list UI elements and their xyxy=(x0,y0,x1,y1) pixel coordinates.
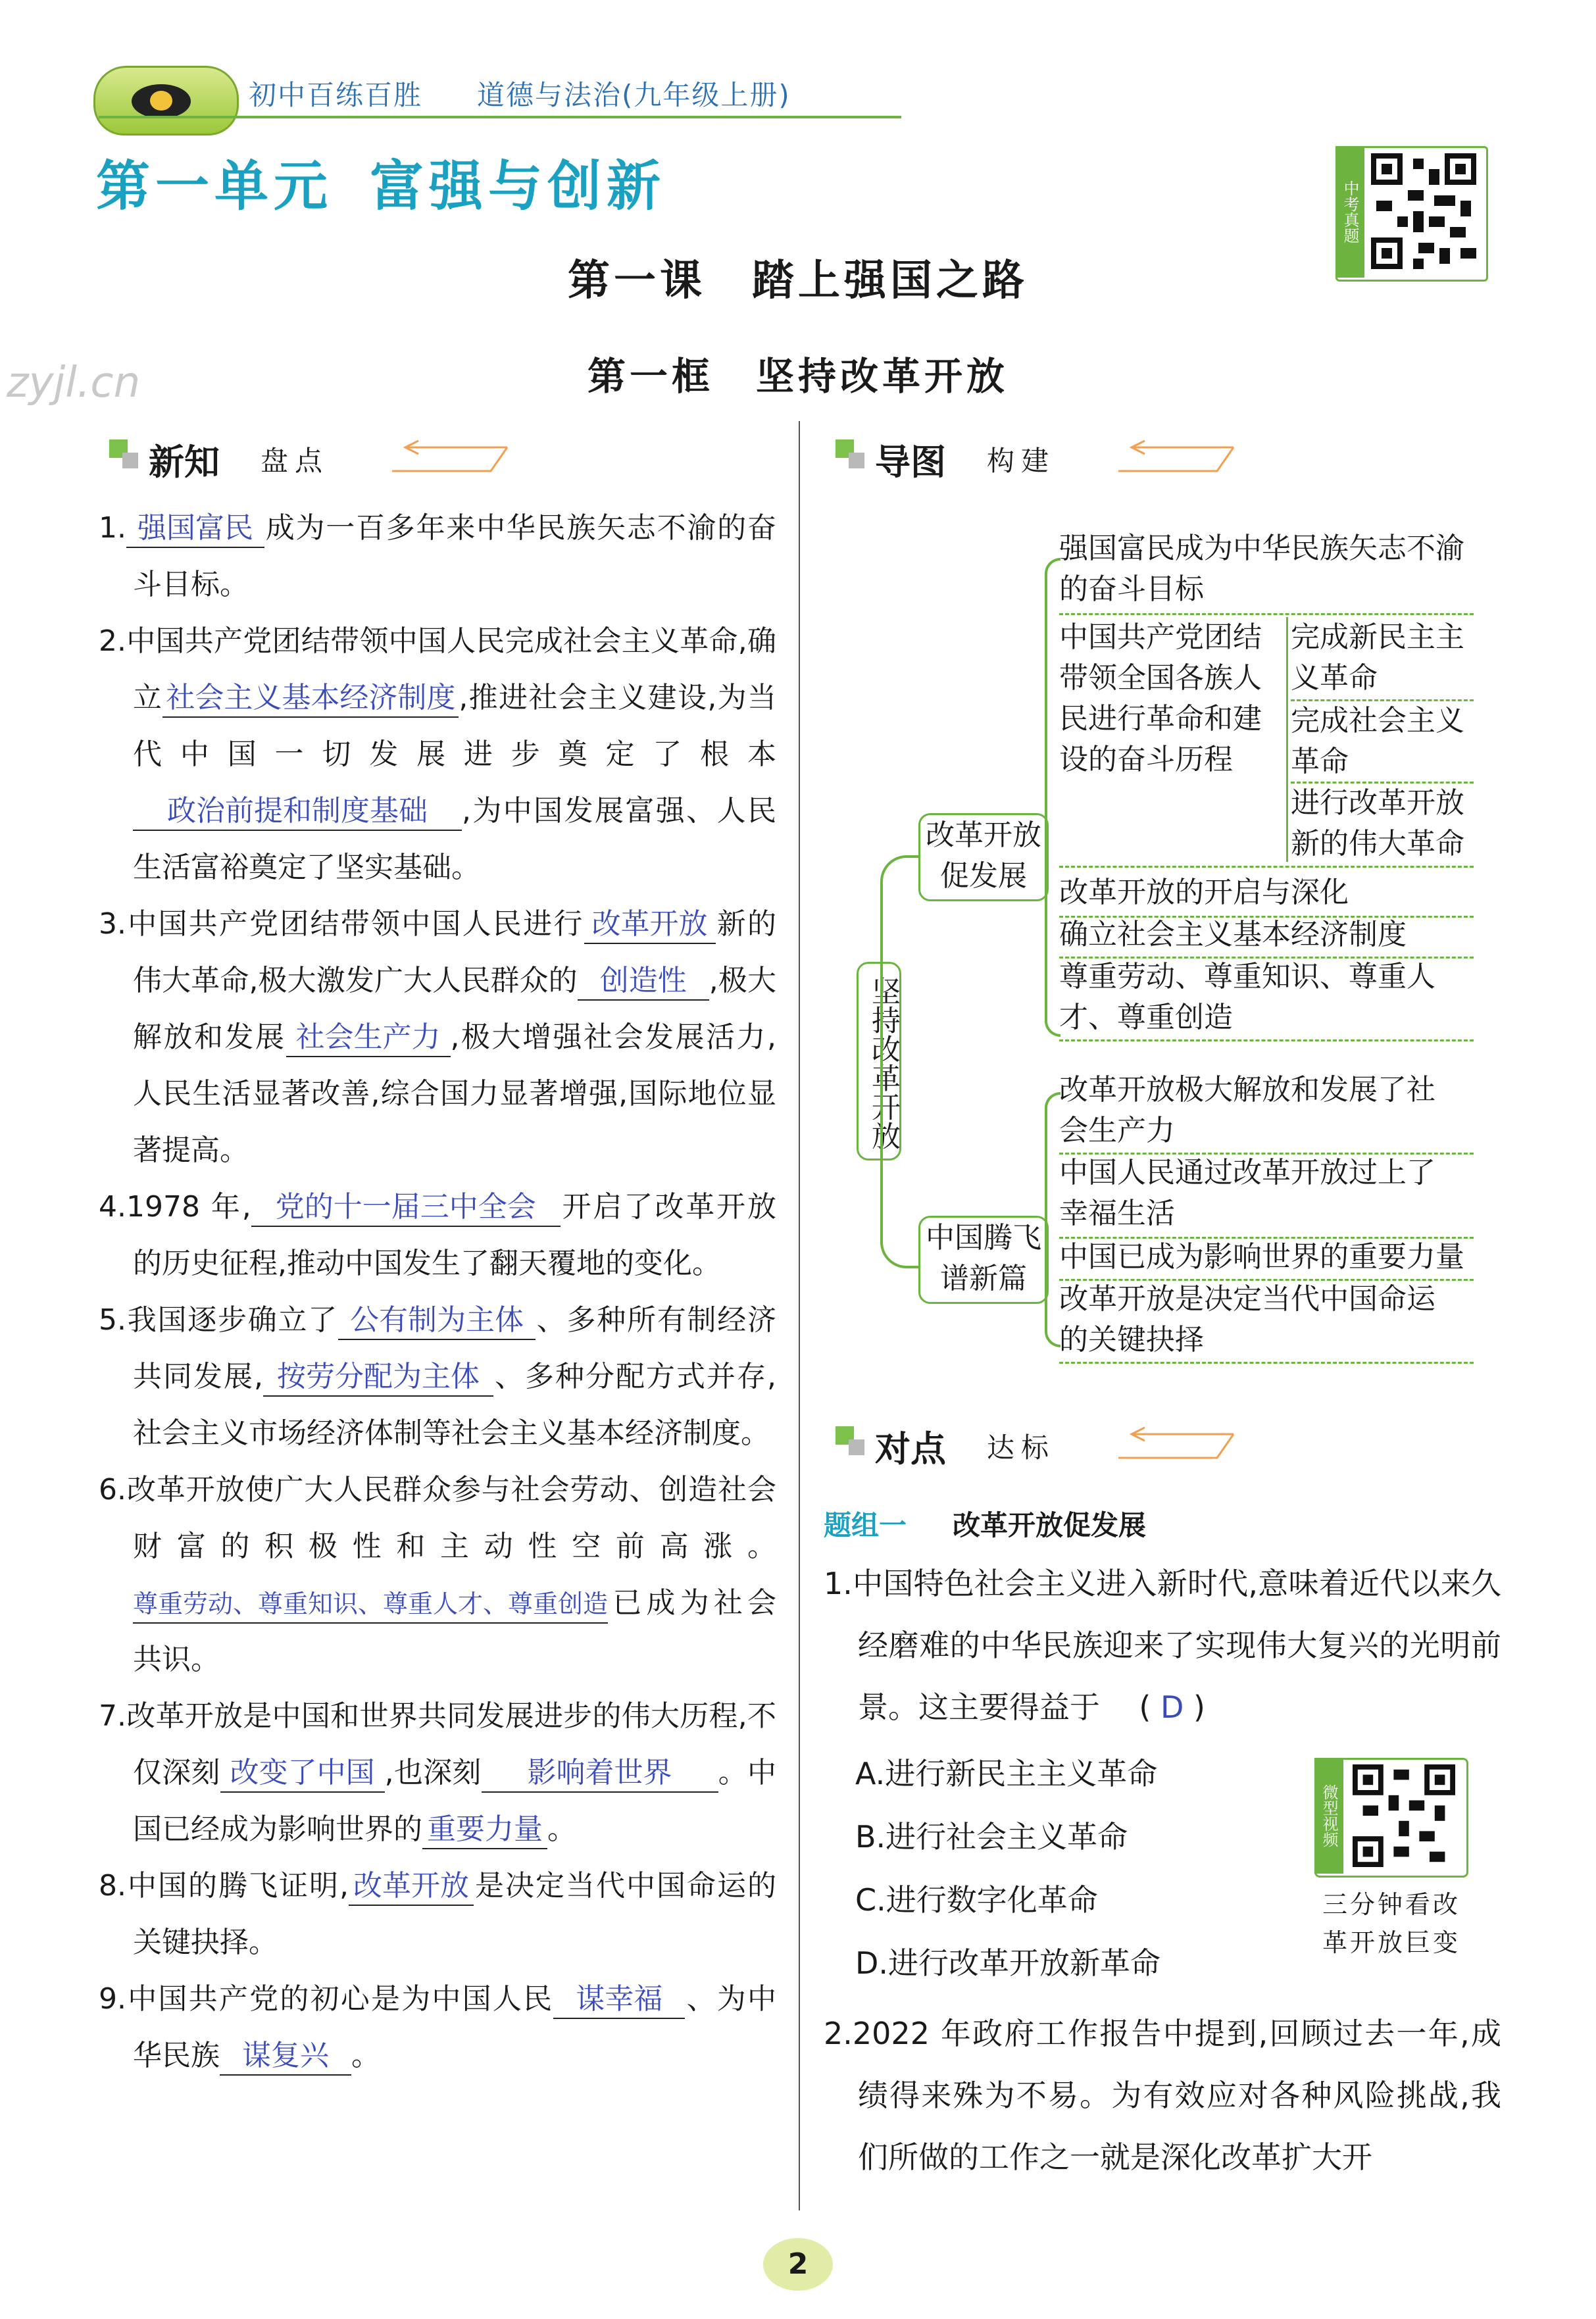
answer-blank: 改变了中国 xyxy=(220,1755,385,1793)
mindmap-branch-2: 中国腾飞谱新篇 xyxy=(918,1216,1049,1304)
mindmap-item: 改革开放是决定当代中国命运的关键抉择 xyxy=(1059,1282,1435,1357)
question-number: 9. xyxy=(99,1982,126,2016)
option-c[interactable]: C.进行数字化革命 xyxy=(855,1882,1098,1918)
question-5 xyxy=(99,1292,776,1462)
group-title: 改革开放促发展 xyxy=(953,1509,1147,1541)
series-title: 初中百练百胜 xyxy=(249,79,423,111)
question-text: ,也深刻 xyxy=(384,1756,482,1789)
answer-bracket: ( D ) xyxy=(1139,1689,1205,1725)
question-text: 我国逐步确立了 xyxy=(126,1303,338,1337)
mindmap-item: 确立社会主义基本经济制度 xyxy=(1059,918,1407,951)
video-qr-label: 微型视频 xyxy=(1314,1758,1343,1874)
answer-blank: 影响着世界 xyxy=(482,1755,718,1793)
mindmap-branch-1-brace xyxy=(1045,558,1060,1037)
unit-title: 富强与创新 xyxy=(370,155,666,218)
answer-blank: 公有制为主体 xyxy=(338,1302,536,1340)
watermark: zyjl.cn xyxy=(7,359,141,407)
answer-blank: 强国富民 xyxy=(126,510,264,548)
question-text: 。 xyxy=(547,1812,576,1846)
question-1 xyxy=(99,500,776,613)
mindmap-item: 尊重劳动、尊重知识、尊重人才、尊重创造 xyxy=(1059,960,1435,1034)
question-text: 。 xyxy=(351,2039,380,2072)
question-number: 8. xyxy=(99,1869,126,1903)
question-text: 新的伟大革命,极大激发广大人民群众的 xyxy=(133,907,777,997)
option-a[interactable]: A.进行新民主主义革命 xyxy=(855,1756,1158,1791)
section-main: 新知 xyxy=(149,441,220,483)
mindmap-branch-2-brace xyxy=(1045,1092,1060,1347)
question-6 xyxy=(99,1462,776,1688)
logo-pupil-icon xyxy=(150,91,172,111)
question-text: ,推进社会主义建设,为当代中国一切发展进步奠定了根本 xyxy=(133,681,776,771)
mindmap-sub-item: 进行改革开放新的伟大革命 xyxy=(1291,786,1464,860)
question-text: 是决定当代中国命运的关键抉择。 xyxy=(133,1869,776,1959)
question-text: 、为中华民族 xyxy=(133,1982,777,2072)
mindmap-subdivider xyxy=(1286,617,1288,862)
question-text: 。中国已经成为影响世界的 xyxy=(133,1756,776,1846)
answer-blank: 创造性 xyxy=(578,962,709,1001)
question-stem: 2022 年政府工作报告中提到,回顾过去一年,成绩得来殊为不易。为有效应对各种风险挑战,我们所做的工作之一就是深化改革扩大开 xyxy=(852,2016,1501,2175)
question-text: 、多种分配方式并存,社会主义市场经济体制等社会主义基本经济制度。 xyxy=(133,1360,776,1450)
mindmap-item: 中国已成为影响世界的重要力量 xyxy=(1059,1240,1464,1274)
answer-blank: 谋幸福 xyxy=(553,1981,685,2019)
section-head-practice xyxy=(835,1421,1257,1470)
answer-blank: 党的十一届三中全会 xyxy=(251,1189,561,1227)
question-text: 开启了改革开放的历史征程,推动中国发生了翻天覆地的变化。 xyxy=(133,1190,777,1280)
arrow-decoration-icon xyxy=(392,438,511,478)
question-4 xyxy=(99,1179,776,1292)
mindmap-item: 中国人民通过改革开放过上了幸福生活 xyxy=(1059,1156,1435,1230)
answer-blank: 政治前提和制度基础 xyxy=(133,793,462,831)
dashed-separator xyxy=(1059,613,1474,615)
question-text: 、多种所有制经济共同发展, xyxy=(133,1303,777,1393)
qr-code-label: 中考真题 xyxy=(1335,146,1364,278)
question-number: 2. xyxy=(99,624,126,658)
option-d[interactable]: D.进行改革开放新革命 xyxy=(855,1945,1161,1981)
knowledge-list xyxy=(99,500,776,2084)
answer-blank: 改革开放 xyxy=(584,906,716,944)
practice-question-1 xyxy=(824,1553,1501,1738)
section-sub: 达标 xyxy=(987,1432,1056,1464)
section-sub: 构建 xyxy=(987,445,1056,477)
answer-blank: 改革开放 xyxy=(349,1868,474,1906)
section-main: 导图 xyxy=(875,441,946,483)
header-rule xyxy=(99,116,901,118)
mindmap-cpc-item: 中国共产党团结带领全国各族人民进行革命和建设的奋斗历程 xyxy=(1059,620,1262,776)
dashed-separator xyxy=(1059,866,1474,868)
question-text: ,极大解放和发展 xyxy=(133,964,776,1054)
question-text: 中国共产党的初心是为中国人民 xyxy=(126,1982,554,2016)
dashed-separator xyxy=(1059,1039,1474,1041)
video-qr-caption: 三分钟看改革开放巨变 xyxy=(1322,1890,1460,1957)
question-number: 7. xyxy=(99,1699,126,1733)
arrow-decoration-icon xyxy=(1118,438,1237,478)
question-8 xyxy=(99,1858,776,1971)
mindmap-branch-1: 改革开放促发展 xyxy=(918,813,1049,901)
section-head-map xyxy=(835,434,1257,483)
column-divider xyxy=(799,421,800,2210)
section-head-new xyxy=(109,434,530,483)
question-stem: 中国特色社会主义进入新时代,意味着近代以来久经磨难的中华民族迎来了实现伟大复兴的光明前景。这主要得益于 xyxy=(852,1566,1501,1725)
answer-blank: 重要力量 xyxy=(422,1811,547,1849)
question-text: 改革开放是中国和世界共同发展进步的伟大历程,不仅深刻 xyxy=(126,1699,776,1789)
qr-code-icon[interactable] xyxy=(1350,1764,1458,1867)
practice-question-2 xyxy=(824,2003,1501,2188)
unit-number: 第一单元 xyxy=(96,155,334,218)
mindmap-item: 强国富民成为中华民族矢志不渝的奋斗目标 xyxy=(1059,532,1464,606)
question-text: ,极大增强社会发展活力,人民生活显著改善,综合国力显著增强,国际地位显著提高。 xyxy=(133,1020,776,1167)
mindmap-sub-item: 完成社会主义革命 xyxy=(1291,704,1464,778)
question-text: 中国共产党团结带领中国人民进行 xyxy=(126,907,584,941)
question-number: 6. xyxy=(99,1473,126,1507)
question-text: ,为中国发展富强、人民生活富裕奠定了坚实基础。 xyxy=(133,794,776,884)
page-number: 2 xyxy=(763,2238,833,2291)
section-main: 对点 xyxy=(875,1428,946,1470)
choice-answer: D xyxy=(1160,1689,1184,1725)
subject-title: 道德与法治(九年级上册) xyxy=(477,79,791,111)
mindmap-root-brace xyxy=(880,855,922,1268)
option-b[interactable]: B.进行社会主义革命 xyxy=(855,1819,1128,1855)
question-number: 4. xyxy=(99,1190,126,1224)
answer-blank: 尊重劳动、尊重知识、尊重人才、尊重创造 xyxy=(133,1585,608,1624)
question-3 xyxy=(99,896,776,1179)
question-text: 1978 年, xyxy=(126,1190,251,1224)
question-number: 2. xyxy=(824,2016,853,2051)
question-number: 1. xyxy=(824,1566,853,1601)
mindmap-item: 改革开放的开启与深化 xyxy=(1059,876,1349,909)
dashed-separator xyxy=(1059,1362,1474,1364)
question-text: 已成为社会共识。 xyxy=(133,1586,776,1676)
section-sub: 盘点 xyxy=(261,445,330,477)
question-text: 改革开放使广大人民群众参与社会劳动、创造社会财富的积极性和主动性空前高涨。 xyxy=(126,1473,776,1563)
question-number: 5. xyxy=(99,1303,126,1337)
mindmap-sub-item: 完成新民主主义革命 xyxy=(1291,620,1464,695)
arrow-decoration-icon xyxy=(1118,1425,1237,1464)
question-text: 成为一百多年来中华民族矢志不渝的奋斗目标。 xyxy=(133,511,776,601)
question-7 xyxy=(99,1688,776,1858)
answer-blank: 谋复兴 xyxy=(220,2037,351,2076)
answer-blank: 社会生产力 xyxy=(286,1019,451,1057)
mindmap-root: 坚持改革开放 xyxy=(857,962,901,1160)
frame-title: 第一框 坚持改革开放 xyxy=(587,354,1009,399)
answer-blank: 社会主义基本经济制度 xyxy=(162,680,459,718)
answer-blank: 按劳分配为主体 xyxy=(263,1359,493,1397)
mindmap-item: 改革开放极大解放和发展了社会生产力 xyxy=(1059,1073,1435,1147)
question-9 xyxy=(99,1971,776,2084)
group-label: 题组一 xyxy=(824,1509,907,1541)
question-2 xyxy=(99,613,776,896)
question-text: 中国的腾飞证明, xyxy=(126,1869,349,1903)
lesson-title: 第一课 踏上强国之路 xyxy=(568,257,1028,305)
question-text: 中国共产党团结带领中国人民完成社会主义革命,确立 xyxy=(126,624,776,714)
question-number: 1. xyxy=(99,511,126,545)
question-number: 3. xyxy=(99,907,126,941)
